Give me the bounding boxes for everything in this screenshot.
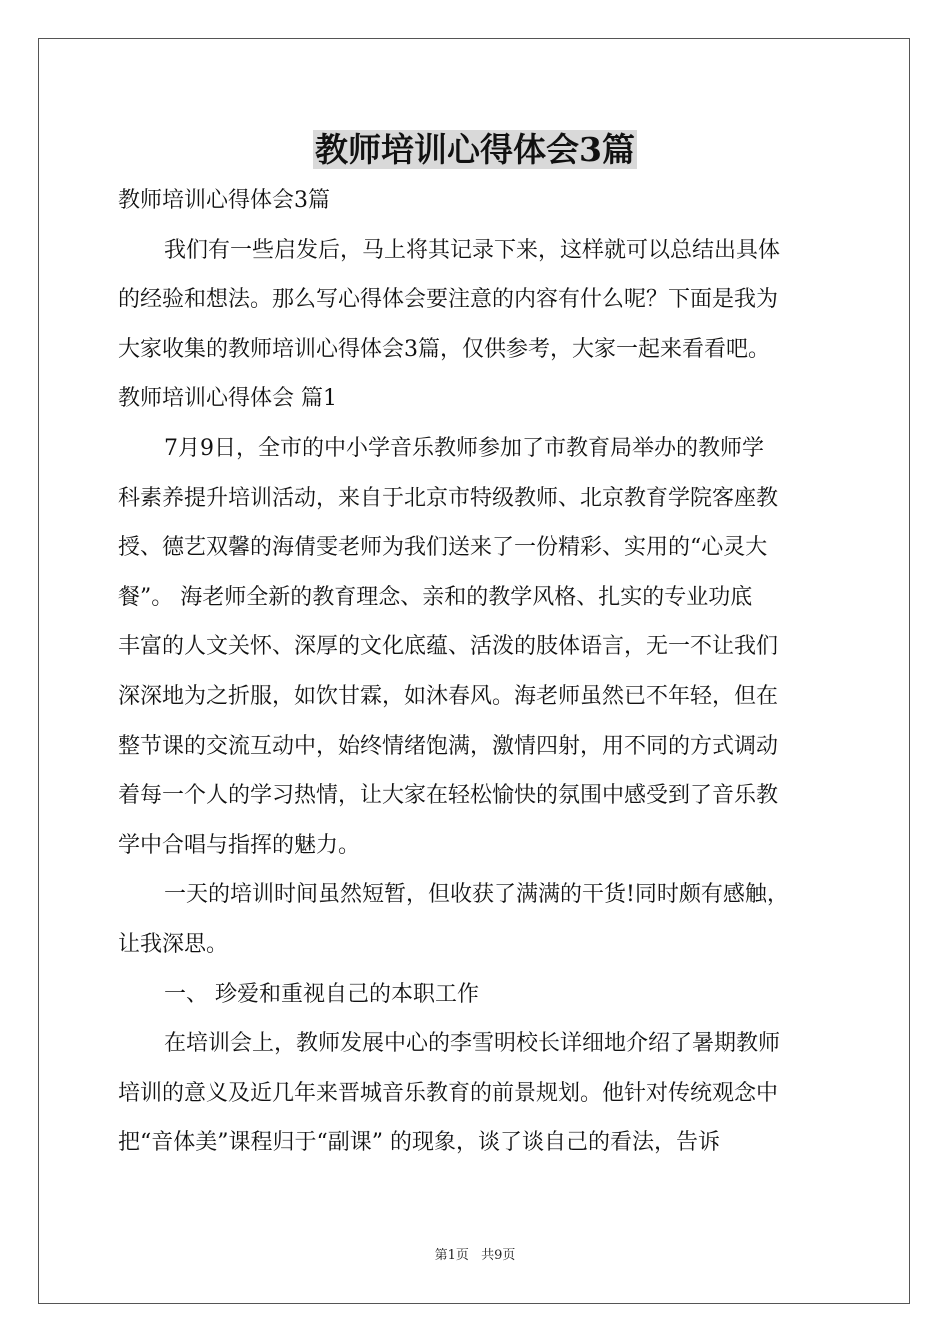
document-title (0, 128, 950, 172)
page-total: 共9页 (481, 1248, 516, 1263)
list-item-heading: 一、 珍爱和重视自己的本职工作 (164, 981, 479, 1007)
text-line: 培训的意义及近几年来晋城音乐教育的前景规划。他针对传统观念中 (118, 1080, 779, 1106)
document-title-text: 教师培训心得体会3篇 (315, 130, 635, 169)
page-number: 第1页 (434, 1248, 469, 1263)
text-line: 一天的培训时间虽然短暂，但收获了满满的干货!同时颇有感触， (164, 882, 789, 908)
text-line: 整节课的交流互动中，始终情绪饱满，激情四射，用不同的方式调动 (118, 733, 779, 759)
text-line: 着每一个人的学习热情，让大家在轻松愉快的氛围中感受到了音乐教 (118, 783, 779, 809)
text-line: 深深地为之折服，如饮甘霖，如沐春风。海老师虽然已不年轻，但在 (118, 683, 779, 709)
text-line: 把“音体美”课程归于“副课” 的现象，谈了谈自己的看法，告诉 (118, 1130, 720, 1156)
text-line: 授、德艺双馨的海倩雯老师为我们送来了一份精彩、实用的“心灵大 (118, 535, 768, 561)
text-line: 让我深思。 (118, 931, 229, 957)
text-line: 的经验和想法。那么写心得体会要注意的内容有什么呢？下面是我为 (118, 287, 779, 313)
text-line: 我们有一些启发后，马上将其记录下来，这样就可以总结出具体 (164, 237, 781, 263)
text-line: 餐”。 海老师全新的教育理念、亲和的教学风格、扎实的专业功底 (118, 584, 753, 610)
section-heading: 教师培训心得体会 篇1 (118, 386, 337, 412)
page-footer (0, 1247, 950, 1265)
text-line: 科素养提升培训活动，来自于北京市特级教师、北京教育学院客座教 (118, 485, 779, 511)
text-line: 在培训会上，教师发展中心的李雪明校长详细地介绍了暑期教师 (164, 1031, 781, 1057)
text-line: 7月9日，全市的中小学音乐教师参加了市教育局举办的教师学 (164, 435, 764, 461)
text-line: 大家收集的教师培训心得体会3篇，仅供参考，大家一起来看看吧。 (118, 336, 770, 362)
document-body (118, 176, 838, 1168)
text-line: 教师培训心得体会3篇 (118, 188, 330, 213)
text-line: 丰富的人文关怀、深厚的文化底蕴、活泼的肢体语言，无一不让我们 (118, 634, 779, 660)
text-line: 学中合唱与指挥的魅力。 (118, 832, 361, 858)
